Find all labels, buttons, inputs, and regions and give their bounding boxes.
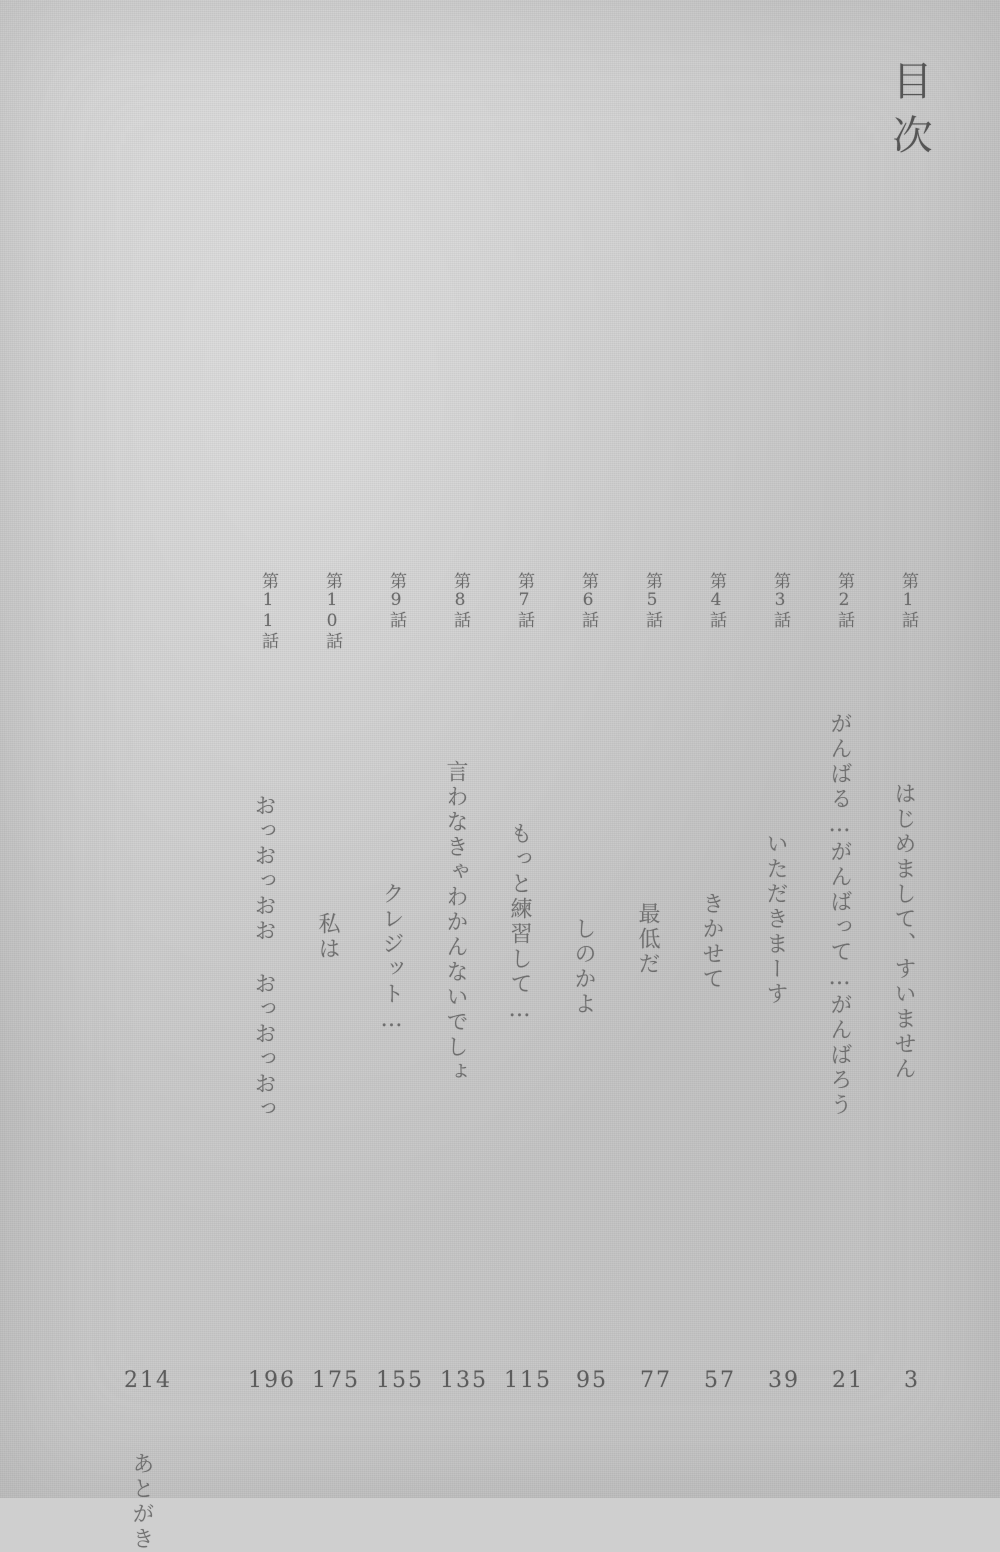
toc-entry-title: 最低だ	[635, 902, 660, 977]
toc-entry-page-number[interactable]: 115	[504, 1368, 552, 1393]
toc-entry-chapter: 第7話	[514, 572, 534, 629]
toc-entry-title: しのかよ	[571, 917, 596, 1017]
toc-entry-page-number[interactable]: 196	[248, 1368, 296, 1393]
toc-entry-chapter: 第4話	[706, 572, 726, 629]
toc-entry-title: 私は	[315, 912, 340, 962]
toc-entry-title: 言わなきゃわかんないでしょ	[443, 760, 468, 1085]
toc-entry-title: はじめまして、すいません	[891, 782, 916, 1082]
page-title: 目次	[886, 60, 932, 168]
toc-entry-title: クレジット…	[379, 882, 404, 1035]
toc-entry-title: もっと練習して…	[507, 822, 532, 1025]
toc-entry-page-number[interactable]: 21	[832, 1368, 864, 1393]
toc-entry-page-number[interactable]: 155	[376, 1368, 424, 1393]
toc-entry-chapter: 第2話	[834, 572, 854, 629]
toc-entry-chapter: 第8話	[450, 572, 470, 629]
toc-entry-chapter: 第3話	[770, 572, 790, 629]
toc-entry-title: いただきまーす	[763, 832, 788, 1007]
toc-entry-page-number[interactable]: 175	[312, 1368, 360, 1393]
toc-entry-page-number[interactable]: 3	[904, 1368, 920, 1393]
toc-entry-page-number[interactable]: 39	[768, 1368, 800, 1393]
toc-entry-page-number[interactable]: 77	[640, 1368, 672, 1393]
toc-entry-chapter: 第1話	[898, 572, 918, 629]
toc-entry-chapter: 第6話	[578, 572, 598, 629]
toc-entry-page-number[interactable]: 57	[704, 1368, 736, 1393]
toc-entry-page-number[interactable]: 135	[440, 1368, 488, 1393]
toc-entry-page-number[interactable]: 95	[576, 1368, 608, 1393]
toc-entry-chapter: 第9話	[386, 572, 406, 629]
toc-entry-title: おっおっおお おっおっおっ	[251, 794, 276, 1122]
toc-entry-chapter: 第10話	[322, 572, 342, 650]
toc-entry-afterword-title: あとがき	[129, 1452, 154, 1552]
toc-entry-afterword-page-number[interactable]: 214	[124, 1368, 172, 1393]
toc-entry-title: きかせて	[699, 892, 724, 992]
toc-entry-chapter: 第11話	[258, 572, 278, 650]
toc-entry-chapter: 第5話	[642, 572, 662, 629]
toc-entry-title: がんばる…がんばって…がんばろう	[827, 712, 852, 1118]
